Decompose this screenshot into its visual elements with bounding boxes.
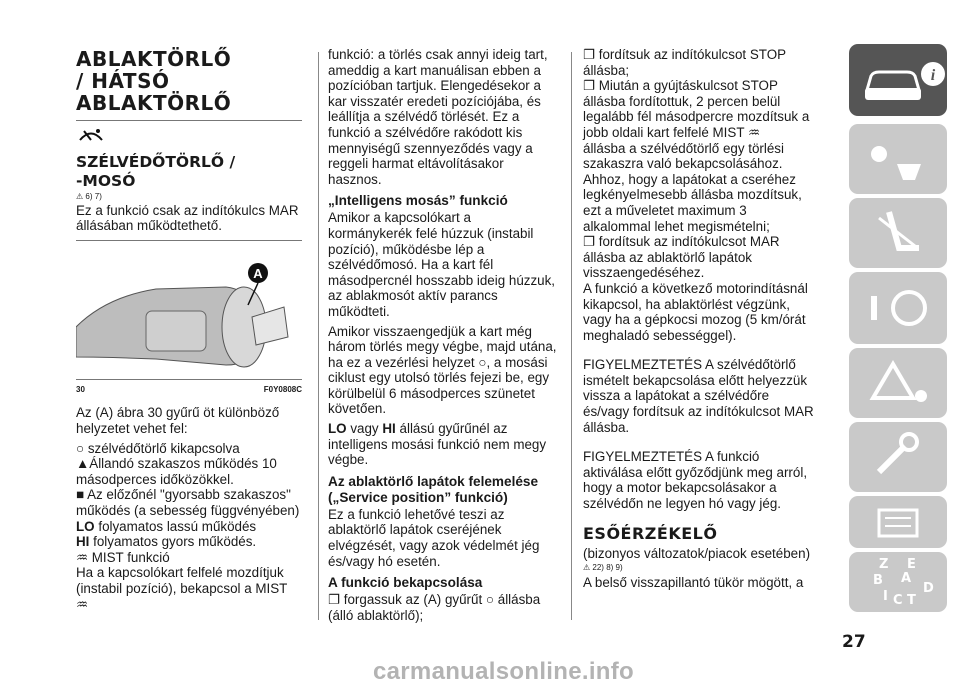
item-text: folyamatos lassú működés [98,518,257,534]
list-item [76,456,302,487]
item-continuation: állásba a szélvédőtörlő egy törlési szakaszra való bekapcsolásához. Ahhoz, hogy a lapátokat a cseréhez legkényelmesebb állásba mozdítsuk, ezt a műveletet maximum 3 alkalommal lehet megismételni; [583,140,802,234]
car-info-icon [849,44,947,116]
divider [76,120,302,121]
list-item [583,78,817,140]
column-2 [328,47,558,627]
column-3 [583,47,817,595]
wiper-symbol-icon [78,127,302,147]
divider [76,240,302,241]
reference-numbers: 22) 8) 9) [592,563,623,573]
svg-text:B: B [873,573,883,588]
item-text: szélvédőtörlő kikapcsolva [87,440,240,456]
section-title-line: -MOSÓ [76,171,136,190]
sidebar-tab-maintenance[interactable] [849,422,947,492]
list-item [76,550,302,566]
title-line: ABLAKTÖRLŐ [76,91,232,115]
mist-icon: ♒ [76,549,89,565]
section-title: ESŐÉRZÉKELŐ [583,523,718,543]
maintenance-icon [849,422,947,492]
paragraph [328,324,558,418]
sidebar-tab-index[interactable] [849,552,947,612]
figure-caption [76,382,302,398]
paragraph: A funkció a következő motorindításnál kikapcsol, ha ablaktörlést végzünk, vagy ha a gépkocsi mozog (5 km/órát meghaladó sebességgel). [583,280,808,343]
reference-line [583,561,817,575]
sidebar-tab-car-info[interactable] [849,44,947,116]
bullet-icon: ❐ [583,234,596,250]
fast-intermittent-icon: ■ [76,487,85,503]
figure-code: F0Y0808C [263,384,302,394]
list-item [76,534,302,550]
mist-icon: ♒ [748,124,761,140]
bullet-icon: ❐ [328,592,341,608]
bullet-icon: ❐ [583,78,596,94]
svg-text:i: i [930,67,936,84]
sidebar-tab-technical-data[interactable] [849,496,947,548]
sidebar-tab-starting-driving[interactable] [849,272,947,344]
index-icon [849,552,947,612]
paragraph: funkció: a törlés csak annyi ideig tart, ameddig a kart manuálisan ebben a pozícióban tartjuk. Elengedésekor a kar visszatér eredeti pozíciójába, és leállítja a szélvédő törlését. Ez a funkció a szélvédőre rakódott kis mennyiségű szennyeződés vagy a reggeli harmat eltávolításakor hasznos. [328,47,548,187]
paragraph-text: állásba (álló ablaktörlő); [328,592,541,623]
item-text: Az előzőnél "gyorsabb szakaszos" működés (a sebesség függvényében) [76,487,300,518]
svg-text:T: T [907,593,916,608]
subtitle: (bizonyos változatok/piacok esetében) [583,545,811,561]
warning-lights-icon [849,124,947,194]
page-title [76,48,302,114]
svg-text:Z: Z [879,557,889,572]
column-divider [571,52,572,620]
column-1 [76,38,302,616]
reference-numbers: 6) 7) [85,191,102,201]
figure-number: 30 [76,384,85,394]
paragraph-text: Amikor visszaengedjük a kart még három törlés megy végbe, majd utána, ha ez a vezérlési helyzet [328,323,557,370]
paragraph: Az (A) ábra 30 gyűrű öt különböző helyzetet vehet fel: [76,405,280,436]
caution-icon: ⚠ [583,563,591,573]
figure-callout-label: A [253,265,263,281]
ring-off-icon: ○ [76,440,85,456]
sidebar-tab-emergency[interactable] [849,348,947,418]
item-key: LO [76,518,95,534]
section-title-line: SZÉLVÉDŐTÖRLŐ / [76,152,236,171]
paragraph: Amikor a kapcsolókart a kormánykerék felé húzzuk (instabil pozíció), működésbe lép a szélvédőmosó. Ha a kart fél másodpercnél hosszabb ideig húzzuk, az ablakmosót aktív parancs működteti. [328,210,556,319]
intermittent-icon: ▲ [76,456,90,472]
paragraph-text: forgassuk az (A) gyűrűt [343,592,483,608]
ring-off-icon: ○ [478,354,487,370]
technical-data-icon [849,496,947,548]
title-line: / HÁTSÓ [76,69,170,93]
list-item [583,234,817,281]
item-text: Miután a gyújtáskulcsot STOP állásba fordítottuk, 2 percen belül legalább fél másodpercre mozdítsuk a jobb oldali kart felfelé MIST [583,78,810,140]
page-number: 27 [842,632,866,652]
wiper-stalk-drawing [76,247,302,377]
paragraph-text: , a mosási ciklust egy utolsó törlés fejezi be, egy körülbelül 6 másodperces szünetet követően. [328,354,550,417]
warning-paragraph: FIGYELMEZTETÉS A szélvédőtörlő ismételt bekapcsolása előtt helyezzük vissza a lapátokat a szélvédőre és/vagy fordítsuk az indítókulcsot MAR állásba. [583,357,814,435]
watermark[interactable]: carmanualsonline.info [373,658,635,685]
list-item [76,441,302,457]
paragraph-text: állású gyűrűnél az intelligens mosási funkció nem megy végbe. [328,421,547,468]
paragraph: A belső visszapillantó tükör mögött, a [583,575,804,591]
subheading: A funkció bekapcsolása [328,575,483,591]
warning-paragraph: FIGYELMEZTETÉS A funkció aktiválása előtt győződjünk meg arról, hogy a motor bekapcsolásakor a szélvédőn ne legyen hó vagy jég. [583,449,808,512]
seat-safety-icon [849,198,947,268]
list-item [76,487,302,518]
paragraph [76,565,302,612]
caution-icon: ⚠ [76,191,84,201]
paragraph: Ez a funkció lehetővé teszi az ablaktörlő lapátok cseréjének elvégzését, vagy azok védelmét jég és/vagy hó esetén. [328,506,540,569]
sidebar-tab-seat-safety[interactable] [849,198,947,268]
section-title [76,153,302,191]
list-item [76,519,302,535]
item-text: fordítsuk az indítókulcsot MAR állásba az ablaktörlő lapátok visszaengedéséhez. [583,234,780,281]
paragraph-text: vagy [350,421,379,437]
sidebar-tab-warning-lights[interactable] [849,124,947,194]
list-item [583,47,817,78]
paragraph [328,592,558,623]
item-text: Állandó szakaszos működés 10 másodperces időközökkel. [76,456,277,487]
starting-driving-icon [849,272,947,344]
mist-icon: ♒ [76,596,89,612]
paragraph-text: Ha a kapcsolókart felfelé mozdítjuk (instabil pozíció), bekapcsol a MIST [76,565,288,596]
subheading: „Intelligens mosás” funkció [328,193,508,209]
item-key: HI [382,421,396,437]
paragraph [328,421,558,468]
column-divider [318,52,319,620]
svg-text:D: D [923,581,934,596]
emergency-icon [849,348,947,418]
intro-text: Ez a funkció csak az indítókulcs MAR állásában működtethető. [76,202,299,234]
item-text: folyamatos gyors működés. [93,534,257,550]
svg-text:A: A [901,571,912,586]
svg-text:E: E [907,557,916,572]
figure-wiper-stalk [76,247,302,377]
item-text: MIST funkció [91,549,170,565]
subheading: Az ablaktörlő lapátok felemelése („Service position” funkció) [328,473,539,505]
svg-text:I: I [883,589,888,604]
ring-off-icon: ○ [485,592,495,608]
item-key: HI [76,534,90,550]
svg-text:C: C [893,593,903,608]
divider [76,379,302,380]
item-text: fordítsuk az indítókulcsot STOP állásba; [583,47,786,78]
title-line: ABLAKTÖRLŐ [76,47,232,71]
bullet-icon: ❐ [583,47,596,62]
item-key: LO [328,421,347,437]
reference-line [76,191,302,203]
